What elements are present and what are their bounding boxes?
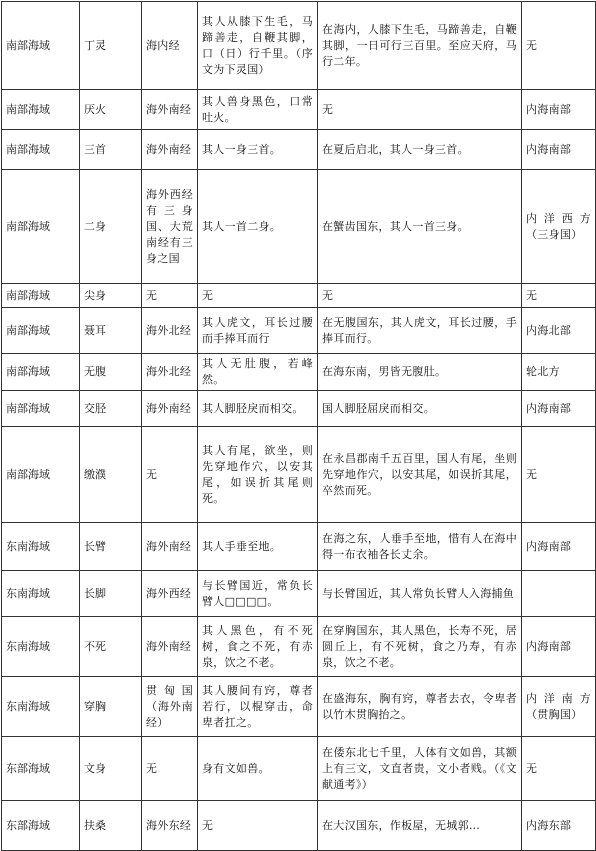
cell-other: 无 <box>318 90 522 130</box>
cell-location: 内海北部 <box>522 308 596 354</box>
cell-location: 内海南部 <box>522 523 596 571</box>
cell-location: 内洋南方（贯胸国） <box>522 677 596 737</box>
cell-desc: 其人兽身黑色，口常吐火。 <box>198 90 318 130</box>
cell-source: 无 <box>142 737 198 801</box>
cell-other: 在倭东北七千里，人体有文如兽，其额上有三文，文直者贵，文小者贱。（《文献通考》） <box>318 737 522 801</box>
cell-region: 东部海域 <box>2 801 80 851</box>
cell-source: 海外北经 <box>142 308 198 354</box>
cell-name: 扶桑 <box>80 801 142 851</box>
cell-other: 在蟹齿国东，其人一首三身。 <box>318 170 522 284</box>
cell-location: 内海南部 <box>522 90 596 130</box>
cell-name: 长臂 <box>80 523 142 571</box>
cell-name: 尖身 <box>80 284 142 308</box>
table-row <box>2 571 596 617</box>
cell-location: 内海南部 <box>522 391 596 427</box>
table-row <box>2 308 596 354</box>
table-row <box>2 130 596 170</box>
cell-source: 海外南经 <box>142 90 198 130</box>
cell-location: 内洋西方（三身国） <box>522 170 596 284</box>
cell-region: 南部海域 <box>2 170 80 284</box>
cell-desc: 其人从膝下生毛，马蹄善走，自鞭其脚，口（日）行千里。（序文为下灵国） <box>198 2 318 90</box>
cell-region: 东南海域 <box>2 571 80 617</box>
cell-region: 东南海域 <box>2 523 80 571</box>
cell-name: 三首 <box>80 130 142 170</box>
table-body <box>2 2 596 851</box>
cell-name: 丁灵 <box>80 2 142 90</box>
cell-desc: 无 <box>198 801 318 851</box>
cell-region: 南部海域 <box>2 284 80 308</box>
cell-name: 长脚 <box>80 571 142 617</box>
cell-name: 交胫 <box>80 391 142 427</box>
cell-region: 南部海域 <box>2 90 80 130</box>
cell-other: 在穿胸国东，其人黑色，长寿不死，居圆丘上，有不死树，食之乃寿，有赤泉，饮之不老。 <box>318 617 522 677</box>
cell-desc: 其人脚胫戾而相交。 <box>198 391 318 427</box>
cell-location: 无 <box>522 427 596 523</box>
cell-source: 无 <box>142 427 198 523</box>
cell-source: 海内经 <box>142 2 198 90</box>
cell-source: 海外东经 <box>142 801 198 851</box>
table-row <box>2 617 596 677</box>
table-row <box>2 801 596 851</box>
cell-source: 海外南经 <box>142 130 198 170</box>
cell-name: 缴濮 <box>80 427 142 523</box>
table-row <box>2 2 596 90</box>
table-row <box>2 90 596 130</box>
cell-desc: 其人有尾，欲坐，则先穿地作穴，以安其尾，如误折其尾则死。 <box>198 427 318 523</box>
cell-other: 国人脚胫屈戾而相交。 <box>318 391 522 427</box>
cell-other: 在盛海东，胸有窍，尊者去衣，令卑者以竹木贯胸抬之。 <box>318 677 522 737</box>
table-row <box>2 523 596 571</box>
table-row <box>2 677 596 737</box>
cell-desc: 其人虎文，耳长过腰而手捧耳而行 <box>198 308 318 354</box>
cell-region: 东部海域 <box>2 737 80 801</box>
cell-region: 南部海域 <box>2 391 80 427</box>
cell-other: 在大汉国东，作板屋，无城郭… <box>318 801 522 851</box>
table-row <box>2 391 596 427</box>
cell-desc: 其人腰间有窍，尊者若行，以棍穿击，命卑者扛之。 <box>198 677 318 737</box>
cell-other: 在海之东，人垂手至地，惜有人在海中得一布衣袖各长丈余。 <box>318 523 522 571</box>
cell-source: 海外西经 <box>142 571 198 617</box>
cell-region: 东南海域 <box>2 617 80 677</box>
cell-location: 无 <box>522 737 596 801</box>
cell-name: 聂耳 <box>80 308 142 354</box>
cell-source: 海外南经 <box>142 391 198 427</box>
cell-location: 轮北方 <box>522 354 596 391</box>
cell-source: 海外北经 <box>142 354 198 391</box>
cell-source: 海外南经 <box>142 617 198 677</box>
cell-location <box>522 571 596 617</box>
cell-name: 穿胸 <box>80 677 142 737</box>
cell-region: 南部海域 <box>2 354 80 391</box>
cell-desc: 其人黑色，有不死树，食之不死，有赤泉，饮之不老。 <box>198 617 318 677</box>
table-row <box>2 354 596 391</box>
cell-desc: 无 <box>198 284 318 308</box>
cell-other: 无 <box>318 284 522 308</box>
cell-location: 无 <box>522 2 596 90</box>
cell-name: 厌火 <box>80 90 142 130</box>
table-row <box>2 170 596 284</box>
cell-source: 贯匈国（海外南经） <box>142 677 198 737</box>
cell-desc: 身有文如兽。 <box>198 737 318 801</box>
cell-desc: 与长臂国近，常负长臂人□□□□。 <box>198 571 318 617</box>
cell-other: 在海内，人膝下生毛，马蹄善走，自鞭其脚，一日可行三百里。至应天府，马行二年。 <box>318 2 522 90</box>
cell-region: 南部海域 <box>2 427 80 523</box>
cell-name: 无腹 <box>80 354 142 391</box>
cell-other: 在海东南，男皆无腹肚。 <box>318 354 522 391</box>
cell-desc: 其人无肚腹，若峰然。 <box>198 354 318 391</box>
cell-location: 内海南部 <box>522 130 596 170</box>
cell-name: 二身 <box>80 170 142 284</box>
cell-region: 南部海域 <box>2 130 80 170</box>
table-row <box>2 737 596 801</box>
cell-region: 南部海域 <box>2 308 80 354</box>
cell-name: 不死 <box>80 617 142 677</box>
table-row <box>2 284 596 308</box>
cell-region: 东南海域 <box>2 677 80 737</box>
cell-desc: 其人手垂至地。 <box>198 523 318 571</box>
cell-name: 文身 <box>80 737 142 801</box>
cell-source: 无 <box>142 284 198 308</box>
cell-desc: 其人一首二身。 <box>198 170 318 284</box>
cell-region: 南部海域 <box>2 2 80 90</box>
cell-other: 与长臂国近，其人常负长臂人入海捕鱼 <box>318 571 522 617</box>
table-row <box>2 427 596 523</box>
cell-desc: 其人一身三首。 <box>198 130 318 170</box>
cell-location: 无 <box>522 284 596 308</box>
cell-source: 海外南经 <box>142 523 198 571</box>
cell-location: 内海南部 <box>522 617 596 677</box>
cell-other: 在无腹国东，其人虎文，耳长过腰，手捧耳而行。 <box>318 308 522 354</box>
cell-location: 内海东部 <box>522 801 596 851</box>
cell-other: 在夏后启北，其人一身三首。 <box>318 130 522 170</box>
creature-table <box>1 1 596 851</box>
cell-source: 海外西经有三身国、大荒南经有三身之国 <box>142 170 198 284</box>
cell-other: 在永昌郡南千五百里，国人有尾，坐则先穿地作穴，以安其尾，如误折其尾，卒然而死。 <box>318 427 522 523</box>
